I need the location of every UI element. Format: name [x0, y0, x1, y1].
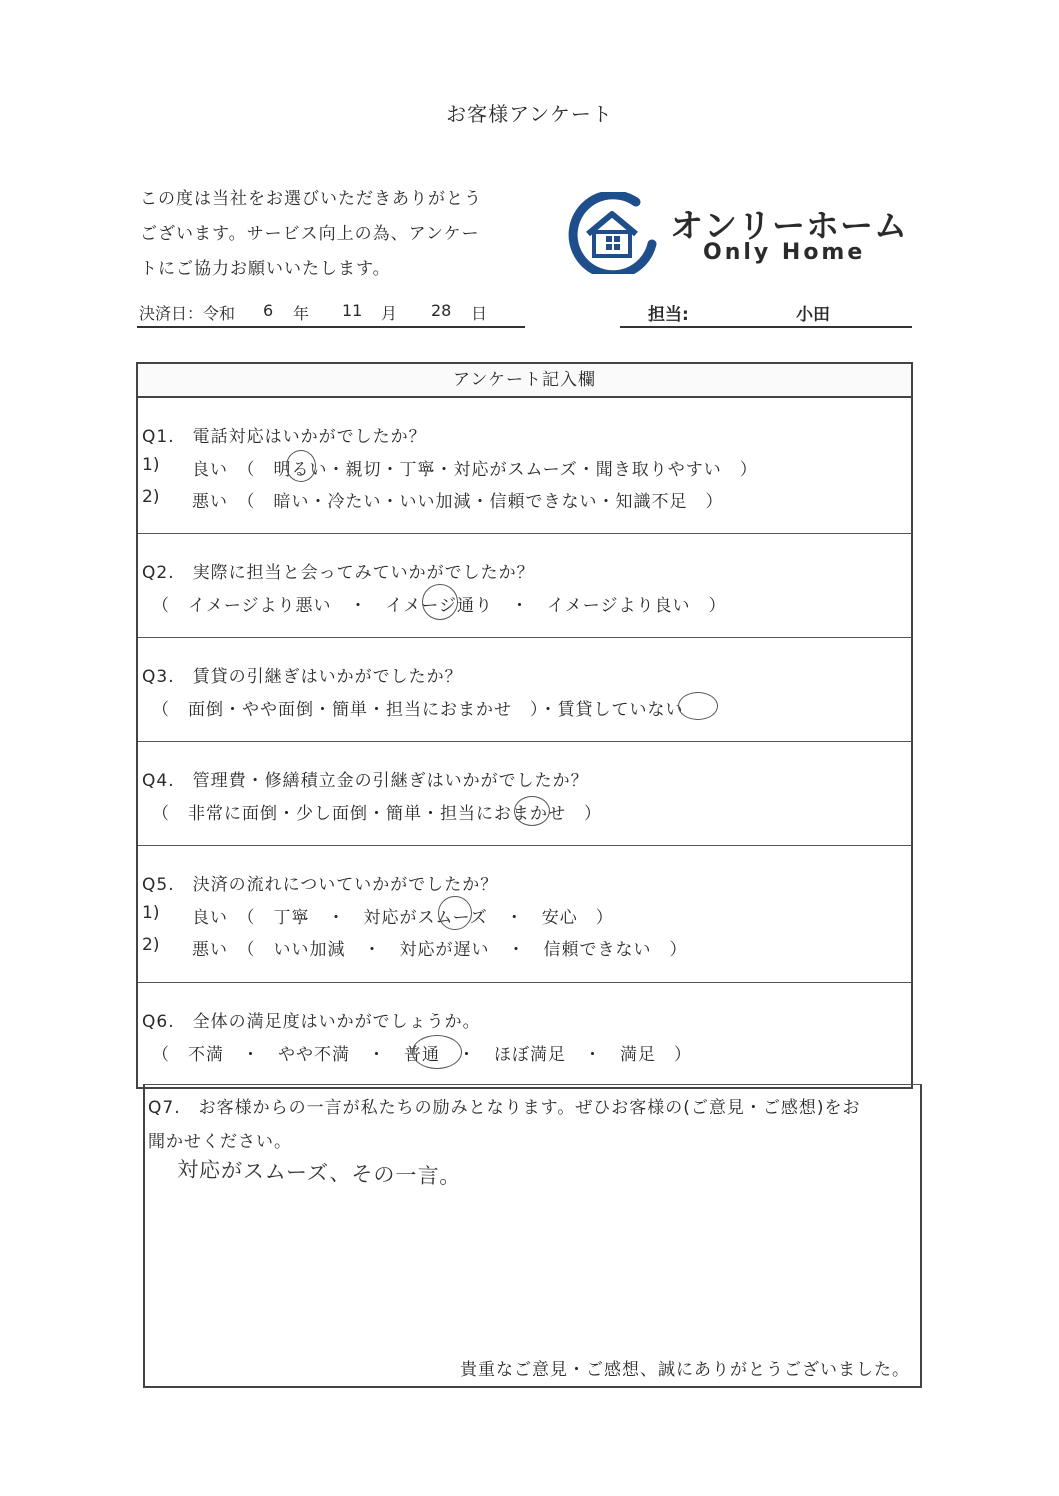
question-text: Q2. 実際に担当と会ってみていかがでしたか？ [142, 563, 535, 583]
option-number: 2) [142, 935, 160, 955]
settlement-month: 11 [342, 301, 363, 320]
question-q4 [138, 742, 911, 846]
month-unit: 月 [381, 304, 398, 323]
option-good[interactable]: 良い （ 明るい・親切・丁寧・対応がスムーズ・聞き取りやすい ） [192, 460, 758, 480]
logo-english-name: Only Home [703, 240, 866, 265]
day-unit: 日 [471, 304, 488, 323]
question-text: Q1. 電話対応はいかがでしたか？ [142, 427, 427, 447]
answer-options[interactable]: （ 面倒・やや面倒・簡単・担当におまかせ ）・賃貸していない [152, 700, 684, 720]
answer-options[interactable]: （ 不満 ・ やや不満 ・ 普通 ・ ほぼ満足 ・ 満足 ） [152, 1045, 692, 1065]
settlement-label: 決済日：令和 [139, 304, 236, 323]
question-text: Q5. 決済の流れについていかがでしたか？ [142, 875, 499, 895]
intro-line: この度は当社をお選びいただきありがとう [140, 189, 482, 209]
option-bad[interactable]: 悪い （ 暗い・冷たい・いい加減・信頼できない・知識不足 ） [192, 492, 724, 512]
question-q6 [138, 983, 911, 1087]
survey-header: アンケート記入欄 [138, 364, 911, 398]
thanks-message: 貴重なご意見・ご感想、誠にありがとうございました。 [460, 1360, 910, 1380]
question-text-cont: 聞かせください。 [148, 1132, 292, 1152]
question-q7 [143, 1084, 922, 1388]
house-logo-icon [566, 192, 662, 274]
year-unit: 年 [293, 304, 310, 323]
option-number: 1) [142, 455, 160, 475]
settlement-date [137, 298, 525, 328]
question-q3 [138, 638, 911, 742]
intro-text [140, 182, 482, 287]
selection-mark [438, 896, 472, 930]
question-text: Q4. 管理費・修繕積立金の引継ぎはいかがでしたか？ [142, 771, 589, 791]
selection-mark [286, 450, 316, 482]
handwritten-answer[interactable]: 対応がスムーズ、その一言。 [176, 1157, 462, 1189]
intro-line: ございます。サービス向上の為、アンケー [140, 224, 480, 244]
question-q2 [138, 534, 911, 638]
option-bad[interactable]: 悪い （ いい加減 ・ 対応が遅い ・ 信頼できない ） [192, 940, 688, 960]
selection-mark [514, 796, 550, 826]
option-number: 2) [142, 487, 160, 507]
settlement-year: 6 [263, 301, 274, 320]
answer-options[interactable]: （ 非常に面倒・少し面倒・簡単・担当におまかせ ） [152, 804, 602, 824]
question-text: Q3. 賃貸の引継ぎはいかがでしたか？ [142, 667, 463, 687]
question-text: Q7. お客様からの一言が私たちの励みとなります。ぜひお客様の(ご意見・ご感想)をお [148, 1098, 861, 1118]
staff-field [620, 298, 912, 328]
settlement-day: 28 [431, 301, 452, 320]
selection-mark [412, 1035, 462, 1069]
question-q1 [138, 398, 911, 534]
intro-line: トにご協力お願いいたします。 [140, 259, 391, 279]
staff-label: 担当: [648, 305, 689, 325]
option-number: 1) [142, 903, 160, 923]
page-title: お客様アンケート [446, 102, 613, 126]
answer-options[interactable]: （ イメージより悪い ・ イメージ通り ・ イメージより良い ） [152, 596, 727, 616]
company-logo [566, 192, 906, 274]
option-good[interactable]: 良い （ 丁寧 ・ 対応がスムーズ ・ 安心 ） [192, 908, 614, 928]
question-q5 [138, 846, 911, 983]
selection-mark [678, 692, 718, 720]
selection-mark [422, 584, 458, 620]
staff-name: 小田 [796, 305, 830, 325]
logo-japanese-name: オンリーホーム [670, 206, 908, 245]
question-text: Q6. 全体の満足度はいかがでしょうか。 [142, 1012, 481, 1032]
survey-form [136, 362, 913, 1089]
